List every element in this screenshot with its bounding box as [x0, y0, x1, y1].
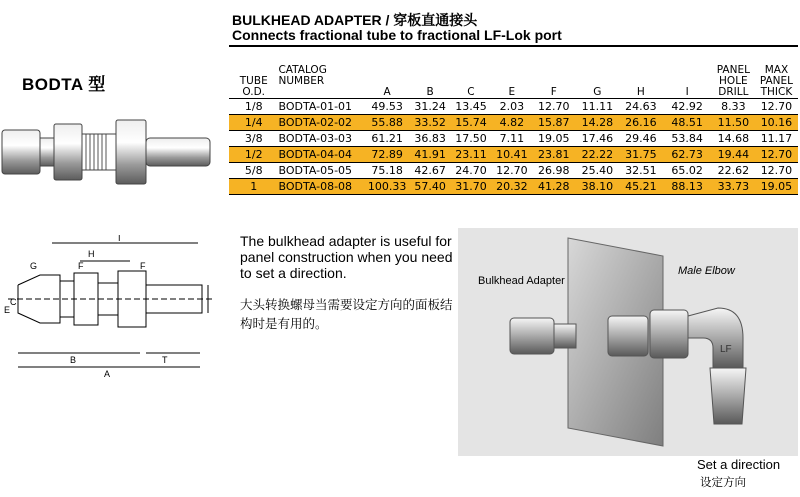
table-cell-thick: 12.70	[760, 99, 793, 113]
col-a: A	[383, 85, 391, 98]
table-row	[229, 130, 798, 146]
col-b: B	[426, 85, 434, 98]
table-cell-f: 19.05	[538, 131, 570, 145]
table-cell-cat: BODTA-05-05	[278, 163, 353, 177]
table-cell-a: 100.33	[365, 178, 410, 194]
table-cell-b: 33.52	[410, 114, 451, 130]
table-cell-f: 12.70	[538, 99, 570, 113]
product-title: BULKHEAD ADAPTER / 穿板直通接头	[232, 12, 478, 28]
table-cell-e: 20.32	[491, 178, 532, 194]
table-cell-e: 2.03	[499, 99, 525, 113]
table-cell-e: 4.82	[491, 114, 532, 130]
table-cell-e: 12.70	[496, 163, 528, 177]
table-cell-cat: BODTA-04-04	[278, 146, 364, 162]
dim-label-t: T	[162, 355, 168, 365]
photo-label-bulkhead: Bulkhead Adapter	[478, 275, 565, 287]
table-cell-drill: 19.44	[712, 146, 755, 162]
table-row	[229, 162, 798, 178]
table-row	[229, 114, 798, 130]
table-cell-drill: 14.68	[717, 131, 750, 145]
table-row	[229, 98, 798, 114]
table-cell-thick: 12.70	[760, 163, 793, 177]
table-cell-e: 7.11	[499, 131, 525, 145]
table-cell-i: 88.13	[662, 178, 711, 194]
table-cell-od: 1	[229, 178, 278, 194]
table-cell-od: 5/8	[244, 163, 263, 177]
col-panel-hole: PANEL HOLE DRILL	[716, 63, 750, 98]
dim-label-h: H	[88, 249, 95, 259]
col-i: I	[685, 85, 689, 98]
table-cell-a: 75.18	[371, 163, 403, 177]
table-cell-od: 1/8	[244, 99, 263, 113]
table-cell-b: 41.91	[410, 146, 451, 162]
table-cell-c: 24.70	[455, 163, 487, 177]
table-cell-c: 23.11	[451, 146, 492, 162]
table-cell-i: 48.51	[662, 114, 711, 130]
dimension-drawing	[0, 235, 225, 380]
table-cell-c: 31.70	[451, 178, 492, 194]
caption-zh: 设定方向	[700, 477, 746, 489]
table-cell-cat: BODTA-03-03	[278, 131, 353, 145]
dim-label-f2: F	[140, 261, 146, 271]
table-cell-g: 11.11	[581, 99, 614, 113]
dim-label-b: B	[70, 355, 77, 365]
assembly-photo	[458, 228, 798, 456]
table-cell-a: 49.53	[371, 99, 403, 113]
col-f: F	[550, 85, 557, 98]
table-cell-g: 14.28	[575, 114, 619, 130]
table-cell-od: 3/8	[244, 131, 263, 145]
photo-label-elbow: Male Elbow	[678, 265, 735, 277]
table-cell-f: 15.87	[532, 114, 575, 130]
dim-label-g: G	[30, 261, 38, 271]
model-label: BODTA 型	[22, 75, 106, 94]
table-cell-b: 42.67	[414, 163, 446, 177]
table-cell-h: 26.16	[619, 114, 662, 130]
table-cell-h: 31.75	[619, 146, 662, 162]
table-cell-i: 42.92	[671, 99, 703, 113]
table-cell-f: 41.28	[532, 178, 575, 194]
col-c: C	[467, 85, 475, 98]
table-cell-h: 24.63	[625, 99, 657, 113]
col-g: G	[593, 85, 602, 98]
table-cell-cat: BODTA-08-08	[278, 178, 364, 194]
table-cell-drill: 33.73	[712, 178, 755, 194]
table-cell-e: 10.41	[491, 146, 532, 162]
table-cell-b: 36.83	[414, 131, 446, 145]
col-catalog: CATALOG NUMBER	[278, 63, 327, 87]
dim-label-i: I	[118, 235, 121, 243]
table-cell-i: 62.73	[662, 146, 711, 162]
table-cell-h: 29.46	[625, 131, 657, 145]
table-cell-g: 38.10	[575, 178, 619, 194]
table-cell-g: 22.22	[575, 146, 619, 162]
table-cell-cat: BODTA-02-02	[278, 114, 364, 130]
table-cell-g: 17.46	[581, 131, 614, 145]
title-rule	[229, 45, 798, 47]
table-cell-b: 57.40	[410, 178, 451, 194]
table-cell-c: 17.50	[455, 131, 487, 145]
table-cell-h: 45.21	[619, 178, 662, 194]
elbow-mark: LF	[720, 344, 732, 355]
table-cell-f: 26.98	[538, 163, 570, 177]
table-cell-i: 53.84	[671, 131, 703, 145]
product-subtitle: Connects fractional tube to fractional LF-Lok port	[232, 27, 562, 43]
description-zh: 大头转换螺母当需要设定方向的面板结构时是有用的。	[240, 298, 453, 331]
spec-table	[229, 50, 798, 195]
table-row	[229, 178, 798, 194]
table-cell-od: 1/4	[229, 114, 278, 130]
col-h: H	[636, 85, 645, 98]
table-cell-cat: BODTA-01-01	[278, 99, 353, 113]
table-cell-thick: 12.70	[755, 146, 798, 162]
table-cell-c: 15.74	[451, 114, 492, 130]
col-tube-od: TUBE O.D.	[239, 74, 268, 98]
fitting-photo	[0, 108, 220, 208]
col-max-panel: MAX PANEL THICK	[759, 63, 794, 98]
dim-label-f1: F	[78, 261, 84, 271]
description-en: The bulkhead adapter is useful for panel construction when you need to set a direction.	[240, 233, 453, 281]
table-cell-h: 32.51	[625, 163, 657, 177]
table-cell-thick: 19.05	[755, 178, 798, 194]
col-e: E	[508, 85, 516, 98]
table-cell-a: 55.88	[365, 114, 410, 130]
table-cell-thick: 10.16	[755, 114, 798, 130]
table-cell-b: 31.24	[414, 99, 446, 113]
dim-label-c: C	[10, 297, 17, 307]
table-cell-drill: 8.33	[721, 99, 746, 113]
dim-label-e: E	[4, 305, 11, 315]
table-cell-drill: 22.62	[717, 163, 750, 177]
table-cell-thick: 11.17	[760, 131, 793, 145]
table-cell-i: 65.02	[671, 163, 703, 177]
dim-label-a: A	[104, 369, 111, 379]
table-cell-c: 13.45	[455, 99, 487, 113]
table-cell-f: 23.81	[532, 146, 575, 162]
table-cell-a: 61.21	[371, 131, 403, 145]
caption-en: Set a direction	[697, 457, 781, 472]
table-cell-drill: 11.50	[712, 114, 755, 130]
table-cell-od: 1/2	[229, 146, 278, 162]
table-row	[229, 146, 798, 162]
table-cell-a: 72.89	[365, 146, 410, 162]
table-cell-g: 25.40	[581, 163, 614, 177]
